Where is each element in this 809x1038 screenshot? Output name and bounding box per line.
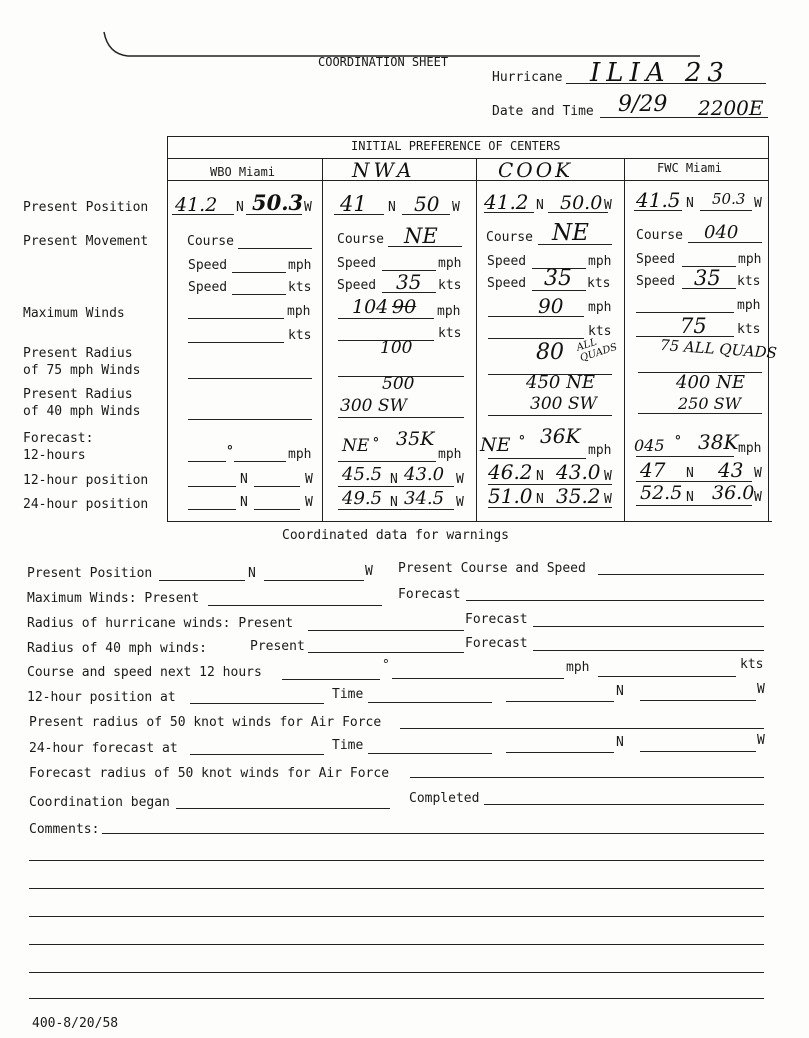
fwc-fc-line: [636, 456, 734, 457]
wbo-course-label: Course: [187, 234, 234, 249]
lower-cs12-kts-unit: kts: [740, 657, 764, 672]
lower-pos12-w-line: [640, 700, 756, 701]
col-header-fwc: FWC Miami: [657, 161, 723, 175]
lower-max-winds: Maximum Winds: Present: [27, 591, 200, 606]
lower-coord-began-line: [176, 808, 390, 809]
wbo-p12-w-unit: W: [305, 472, 313, 487]
table-top-border: [167, 136, 768, 137]
row-label-radius40-a: Present Radius: [23, 387, 133, 402]
lower-max-winds-line: [208, 605, 382, 606]
lower-fc24-w-unit: W: [757, 733, 765, 748]
row-label-present-position: Present Position: [23, 200, 149, 215]
nwa-speed-label-1: Speed: [337, 256, 377, 271]
fwc-p24-line: [636, 505, 752, 506]
nwa-p12-w: 43.0: [404, 464, 445, 485]
fwc-max-mph-unit: mph: [737, 298, 761, 313]
nwa-pos-w: 50: [414, 192, 440, 216]
nwa-p24-w: 34.5: [404, 488, 445, 509]
time-value: 2200E: [698, 96, 764, 120]
wbo-pos-n: 41.2: [175, 194, 218, 216]
lower-course-speed-12: Course and speed next 12 hours: [27, 665, 262, 680]
cook-speed-unit-kts: kts: [587, 276, 611, 291]
wbo-course-line: [238, 248, 312, 249]
row-label-12h-position: 12-hour position: [23, 473, 149, 488]
cook-max-mph: 90: [538, 294, 564, 318]
wbo-pos-w: 50.3: [252, 190, 304, 215]
nwa-p12-line: [338, 486, 454, 487]
nwa-p24-w-unit: W: [456, 495, 464, 510]
wbo-r75-line: [188, 378, 312, 379]
lower-radius-hurricane: Radius of hurricane winds: Present: [27, 616, 294, 631]
wbo-p24-w-unit: W: [305, 495, 313, 510]
row-label-24h-position: 24-hour position: [23, 497, 149, 512]
row-label-radius40-b: of 40 mph Winds: [23, 404, 141, 419]
lower-radius50-present: Present radius of 50 knot winds for Air Force: [29, 715, 382, 730]
cook-pos-n: 41.2: [484, 190, 529, 214]
wbo-speed-line-1: [232, 272, 286, 273]
wbo-p24-w-line: [254, 509, 300, 510]
wbo-max-kts-line: [188, 342, 284, 343]
cook-fc-course: NE: [480, 434, 511, 456]
nwa-course: NE: [404, 224, 438, 248]
cook-fc-mph-unit: mph: [588, 443, 612, 458]
fwc-speed-unit-kts: kts: [737, 274, 761, 289]
lower-comments: Comments:: [29, 822, 100, 837]
nwa-speed-kts: 35: [396, 270, 422, 294]
row-label-present-movement: Present Movement: [23, 234, 149, 249]
fwc-p24-w: 36.0: [712, 482, 755, 504]
nwa-p12-n-unit: N: [390, 472, 398, 487]
fwc-r40-2: 250 SW: [678, 394, 742, 413]
cook-p12-n: 46.2: [488, 460, 533, 484]
lower-radius50-present-line: [400, 728, 764, 729]
fwc-p12-w-unit: W: [754, 466, 762, 481]
col-header-wbo: WBO Miami: [210, 165, 276, 179]
fwc-speed-label-1: Speed: [636, 252, 676, 267]
lower-cs12-mph-unit: mph: [566, 660, 590, 675]
lower-pos12-time-line: [368, 702, 492, 703]
cook-speed-unit-mph: mph: [588, 254, 612, 269]
cook-pos-w: 50.0: [560, 192, 603, 214]
lower-pos12-time: Time: [332, 687, 364, 702]
row-label-maximum-winds: Maximum Winds: [23, 306, 125, 321]
cook-speed-label-1: Speed: [487, 254, 527, 269]
wbo-p12-n-line: [188, 486, 236, 487]
wbo-max-kts-unit: kts: [288, 328, 312, 343]
col-header-cook: COOK: [498, 158, 574, 182]
lower-pos-w-line: [264, 580, 364, 581]
fwc-course: 040: [704, 222, 739, 243]
lower-radius-40-forecast: Forecast: [465, 636, 528, 651]
table-right-border: [768, 136, 769, 522]
lower-max-forecast-line: [466, 600, 764, 601]
lower-radius-40-fc-line: [533, 650, 764, 651]
nwa-pos-n: 41: [340, 192, 367, 216]
wbo-fc-course-line: [188, 461, 226, 462]
lower-fc24-time: Time: [332, 738, 364, 753]
wbo-max-mph-unit: mph: [287, 304, 311, 319]
lower-pos-n-line: [159, 580, 245, 581]
nwa-speed-unit-mph: mph: [438, 256, 462, 271]
col-divider-3: [624, 158, 625, 521]
nwa-max-mph-line: [338, 318, 434, 319]
sheet-title: COORDINATION SHEET: [318, 55, 449, 69]
fwc-r40-line: [638, 413, 762, 414]
form-number: 400-8/20/58: [32, 1016, 119, 1031]
row-label-forecast-12: 12-hours: [23, 448, 86, 463]
nwa-fc-course: NE: [342, 436, 370, 456]
cook-r75-note: ALL QUADS: [575, 336, 619, 365]
comments-line-2: [29, 860, 764, 861]
wbo-r40-line: [188, 419, 312, 420]
nwa-max-mph: 104: [352, 296, 389, 318]
wbo-pos-n-unit: N: [236, 200, 244, 215]
nwa-max-mph-struck: 90: [392, 296, 417, 318]
cook-p24-n-unit: N: [536, 492, 544, 507]
nwa-p24-n-unit: N: [390, 495, 398, 510]
wbo-pos-w-unit: W: [304, 200, 312, 215]
cook-p24-line: [488, 507, 612, 508]
lower-fc24-w-line: [640, 751, 756, 752]
lower-pos12-n-line: [506, 701, 614, 702]
nwa-p24-line: [338, 509, 454, 510]
wbo-speed-unit-mph: mph: [288, 258, 312, 273]
lower-radius-hurricane-line: [308, 630, 464, 631]
cook-r40-2: 300 SW: [530, 394, 597, 414]
fwc-p12-n: 47: [640, 458, 666, 482]
cook-course-label: Course: [486, 230, 533, 245]
wbo-fc-deg: °: [226, 444, 234, 459]
lower-completed: Completed: [409, 791, 480, 806]
wbo-p12-n-unit: N: [240, 472, 248, 487]
lower-course-speed-line: [598, 574, 764, 575]
table-header-rule: [167, 180, 768, 181]
cook-p12-n-unit: N: [536, 469, 544, 484]
lower-present-course-speed: Present Course and Speed: [398, 561, 586, 576]
fwc-p24-n-unit: N: [686, 490, 694, 505]
date-value: 9/29: [618, 92, 668, 117]
fwc-fc-speed: 38K: [698, 430, 739, 454]
table-bottom-border: [167, 521, 772, 522]
col-divider-1: [322, 158, 323, 521]
fwc-max-kts-unit: kts: [737, 322, 761, 337]
cook-p12-w: 43.0: [556, 460, 601, 484]
cook-p24-w-unit: W: [604, 492, 612, 507]
fwc-fc-mph-unit: mph: [738, 441, 762, 456]
fwc-course-label: Course: [636, 228, 683, 243]
lower-radius-40: Radius of 40 mph winds:: [27, 641, 208, 656]
lower-radius-hurricane-forecast: Forecast: [465, 612, 528, 627]
cook-speed-kts: 35: [544, 266, 572, 291]
lower-pos-w-unit: W: [365, 564, 373, 579]
hurricane-label: Hurricane: [492, 70, 563, 85]
lower-fc24-at: 24-hour forecast at: [29, 741, 178, 756]
lower-pos12-at-line: [190, 703, 324, 704]
wbo-speed-label-1: Speed: [188, 258, 228, 273]
nwa-p12-n: 45.5: [342, 464, 383, 485]
cook-p24-w: 35.2: [556, 484, 601, 508]
wbo-speed-unit-kts: kts: [288, 280, 312, 295]
lower-radius-40-line: [308, 652, 464, 653]
fwc-p24-w-unit: W: [754, 490, 762, 505]
nwa-fc-deg: °: [372, 436, 380, 451]
nwa-max-mph-unit: mph: [437, 304, 461, 319]
fwc-p12-w: 43: [718, 458, 744, 482]
hurricane-value: ILIA 23: [590, 58, 730, 88]
lower-radius-hurricane-fc-line: [533, 626, 764, 627]
nwa-r75: 100: [380, 338, 413, 358]
nwa-max-kts-unit: kts: [438, 326, 462, 341]
wbo-max-mph-line: [188, 318, 284, 319]
nwa-fc-speed: 35K: [396, 428, 435, 450]
cook-fc-speed: 36K: [540, 424, 581, 448]
row-label-radius75-b: of 75 mph Winds: [23, 363, 141, 378]
comments-line-5: [29, 944, 764, 945]
lower-fc24-n-unit: N: [616, 735, 624, 750]
lower-fc-radius50: Forecast radius of 50 knot winds for Air Force: [29, 766, 390, 781]
col-divider-2: [476, 158, 477, 521]
fwc-p24-n: 52.5: [640, 482, 683, 504]
comments-line-1: [102, 833, 764, 834]
cook-max-kts-unit: kts: [588, 324, 612, 339]
cook-max-mph-unit: mph: [588, 300, 612, 315]
lower-fc24-n-line: [506, 752, 614, 753]
fwc-p12-n-unit: N: [686, 466, 694, 481]
lower-max-forecast: Forecast: [398, 587, 461, 602]
wbo-p24-n-unit: N: [240, 495, 248, 510]
cook-r40-line: [488, 415, 612, 416]
comments-line-7: [29, 998, 764, 999]
nwa-r40-line: [338, 417, 464, 418]
lower-coord-began: Coordination began: [29, 795, 170, 810]
datetime-label: Date and Time: [492, 104, 594, 119]
nwa-fc-line: [338, 461, 436, 462]
fwc-fc-course: 045: [634, 436, 665, 455]
lower-cs12-deg: °: [382, 658, 390, 673]
fwc-pos-w-line: [700, 210, 752, 211]
cook-fc-deg: °: [518, 434, 526, 449]
cook-course: NE: [552, 220, 589, 246]
nwa-speed-unit-kts: kts: [438, 278, 462, 293]
lower-fc24-time-line: [368, 753, 492, 754]
wbo-speed-line-2: [232, 294, 286, 295]
nwa-p24-n: 49.5: [342, 488, 383, 509]
fwc-r75: 75 ALL QUADS: [659, 335, 778, 363]
fwc-pos-w-unit: W: [754, 196, 762, 211]
lower-fc-radius50-line: [410, 777, 764, 778]
nwa-pos-w-unit: W: [452, 200, 460, 215]
row-label-radius75-a: Present Radius: [23, 346, 133, 361]
comments-line-6: [29, 972, 764, 973]
fwc-speed-label-2: Speed: [636, 274, 676, 289]
table-left-border: [167, 136, 168, 522]
nwa-r40-2: 300 SW: [340, 396, 407, 416]
lower-radius-40-present: Present: [250, 639, 305, 654]
nwa-course-label: Course: [337, 232, 384, 247]
cook-fc-line: [488, 458, 586, 459]
nwa-speed-label-2: Speed: [337, 278, 377, 293]
fwc-max-kts: 75: [680, 314, 707, 338]
lower-cs12-course-line: [282, 679, 380, 680]
wbo-p12-w-line: [254, 486, 300, 487]
lower-present-position: Present Position: [27, 566, 153, 581]
wbo-fc-speed-line: [234, 461, 286, 462]
cook-pos-w-unit: W: [604, 198, 612, 213]
wbo-fc-mph-unit: mph: [288, 447, 312, 462]
lower-fc24-at-line: [190, 754, 324, 755]
nwa-r40-1: 500: [382, 374, 415, 394]
cook-p12-w-unit: W: [604, 469, 612, 484]
lower-pos12-at: 12-hour position at: [27, 690, 176, 705]
cook-r40-1: 450 NE: [526, 372, 595, 393]
comments-line-4: [29, 916, 764, 917]
cook-speed-label-2: Speed: [487, 276, 527, 291]
fwc-max-mph-line: [636, 312, 734, 313]
cook-max-mph-line: [488, 316, 584, 317]
coordinated-title: Coordinated data for warnings: [282, 528, 509, 543]
comments-line-3: [29, 888, 764, 889]
nwa-pos-n-unit: N: [388, 200, 396, 215]
table-title: INITIAL PREFERENCE OF CENTERS: [351, 139, 561, 153]
lower-pos-n-unit: N: [248, 566, 256, 581]
lower-pos12-n-unit: N: [616, 684, 624, 699]
wbo-p24-n-line: [188, 509, 236, 510]
fwc-fc-deg: °: [674, 434, 682, 449]
row-label-forecast: Forecast:: [23, 431, 94, 446]
fwc-r40-1: 400 NE: [676, 372, 745, 393]
fwc-pos-n-unit: N: [686, 196, 694, 211]
fwc-pos-w: 50.3: [712, 190, 746, 208]
nwa-fc-mph-unit: mph: [438, 447, 462, 462]
lower-pos12-w-unit: W: [757, 682, 765, 697]
lower-cs12-mph-line: [392, 678, 564, 679]
cook-r75: 80: [536, 340, 564, 365]
table-title-rule: [167, 158, 768, 159]
col-header-nwa: NWA: [352, 158, 416, 182]
fwc-speed-kts: 35: [694, 266, 721, 290]
cook-max-kts-line: [488, 338, 584, 339]
cook-pos-n-unit: N: [536, 198, 544, 213]
wbo-speed-label-2: Speed: [188, 280, 228, 295]
nwa-p12-w-unit: W: [456, 472, 464, 487]
cook-p24-n: 51.0: [488, 484, 533, 508]
fwc-pos-n: 41.5: [636, 188, 681, 212]
lower-completed-line: [484, 804, 764, 805]
fwc-speed-unit-mph: mph: [738, 252, 762, 267]
lower-cs12-kts-line: [598, 676, 736, 677]
